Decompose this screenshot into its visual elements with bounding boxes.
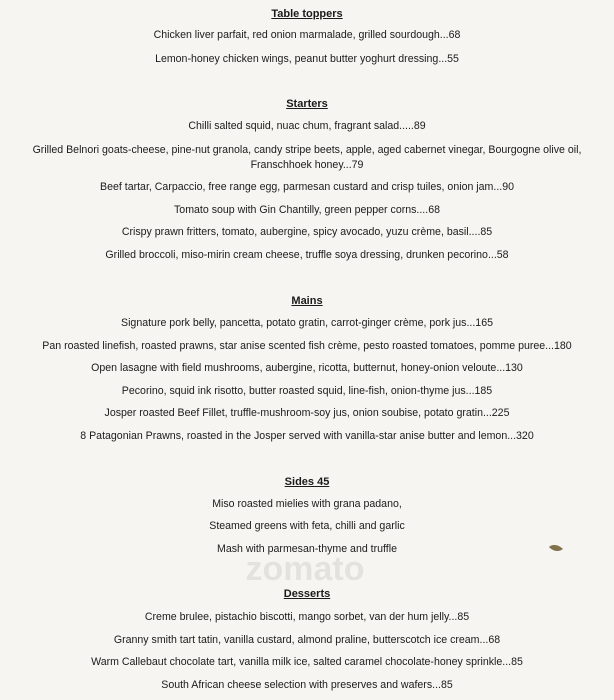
menu-item: Chicken liver parfait, red onion marmalade, grilled sourdough...68 [153,29,461,41]
menu-item: Crispy prawn fritters, tomato, aubergine, spicy avocado, yuzu crème, basil....85 [121,226,493,238]
menu-item: Grilled Belnori goats-cheese, pine-nut granola, candy stripe beets, apple, aged cabernet vinegar, Bourgogne olive oil, Franschhoek honey...79 [32,144,582,171]
menu-item: Chilli salted squid, nuac chum, fragrant salad.....89 [188,120,426,132]
section-heading-table-toppers: Table toppers [271,8,343,20]
section-heading-desserts: Desserts [283,588,331,600]
menu-item: Lemon-honey chicken wings, peanut butter yoghurt dressing...55 [155,53,459,65]
watermark-text: zomato [245,550,365,588]
menu-item: Grilled broccoli, miso-mirin cream cheese, truffle soya dressing, drunken pecorino...58 [105,249,509,261]
menu-item: Pecorino, squid ink risotto, butter roasted squid, line-fish, onion-thyme jus...185 [121,385,493,397]
menu-item: Creme brulee, pistachio biscotti, mango sorbet, van der hum jelly...85 [144,611,470,623]
menu-item: Steamed greens with feta, chilli and garlic [209,520,405,532]
menu-item: South African cheese selection with preserves and wafers...85 [161,679,453,691]
menu-item: Josper roasted Beef Fillet, truffle-mushroom-soy jus, onion soubise, potato gratin...225 [104,407,510,419]
menu-item: Warm Callebaut chocolate tart, vanilla milk ice, salted caramel chocolate-honey sprinkle...85 [91,656,523,668]
menu-item: Pan roasted linefish, roasted prawns, star anise scented fish crème, pesto roasted tomatoes, pomme puree...180 [42,340,572,352]
menu-item: Signature pork belly, pancetta, potato gratin, carrot-ginger crème, pork jus...165 [121,317,493,329]
section-heading-mains: Mains [291,295,323,307]
menu-item: Tomato soup with Gin Chantilly, green pepper corns....68 [174,204,440,216]
menu-item: Granny smith tart tatin, vanilla custard, almond praline, butterscotch ice cream...68 [113,634,501,646]
section-heading-sides: Sides 45 [284,476,330,488]
menu-item: Miso roasted mielies with grana padano, [212,498,402,510]
menu-item: Beef tartar, Carpaccio, free range egg, parmesan custard and crisp tuiles, onion jam...90 [100,181,514,193]
menu-item: 8 Patagonian Prawns, roasted in the Josper served with vanilla-star anise butter and lemon...320 [80,430,534,442]
menu-item: Open lasagne with field mushrooms, aubergine, ricotta, butternut, honey-onion veloute...130 [91,362,523,374]
section-heading-starters: Starters [286,98,328,110]
menu-item: Mash with parmesan-thyme and truffle [217,543,397,555]
